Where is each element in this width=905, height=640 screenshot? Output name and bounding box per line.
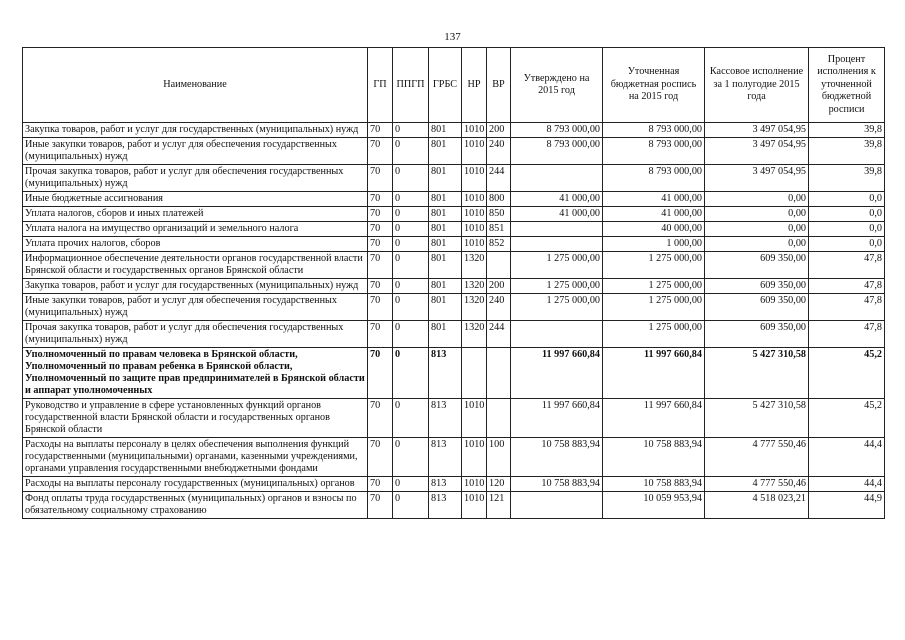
cell-grbs: 801	[429, 207, 462, 222]
cell-ppgp: 0	[393, 492, 429, 519]
cell-vr: 120	[487, 477, 511, 492]
cell-approved: 8 793 000,00	[511, 123, 603, 138]
header-approved: Утверждено на 2015 год	[511, 48, 603, 123]
cell-cash: 4 777 550,46	[705, 477, 809, 492]
cell-np: 1010	[462, 492, 487, 519]
cell-cash: 0,00	[705, 192, 809, 207]
cell-ppgp: 0	[393, 321, 429, 348]
cell-approved: 41 000,00	[511, 207, 603, 222]
cell-grbs: 813	[429, 477, 462, 492]
cell-approved: 1 275 000,00	[511, 294, 603, 321]
cell-approved: 1 275 000,00	[511, 252, 603, 279]
cell-gp: 70	[368, 123, 393, 138]
cell-grbs: 801	[429, 294, 462, 321]
cell-grbs: 813	[429, 399, 462, 438]
budget-table	[22, 47, 885, 519]
cell-vr: 800	[487, 192, 511, 207]
cell-percent: 47,8	[809, 294, 885, 321]
cell-ppgp: 0	[393, 123, 429, 138]
cell-np: 1010	[462, 207, 487, 222]
cell-vr: 100	[487, 438, 511, 477]
cell-grbs: 801	[429, 192, 462, 207]
table-row	[23, 438, 885, 477]
cell-name: Закупка товаров, работ и услуг для государственных (муниципальных) нужд	[23, 123, 368, 138]
cell-name: Уплата налога на имущество организаций и земельного налога	[23, 222, 368, 237]
cell-percent: 44,9	[809, 492, 885, 519]
table-row	[23, 348, 885, 399]
cell-vr: 852	[487, 237, 511, 252]
header-ppgp: ППГП	[393, 48, 429, 123]
cell-cash: 609 350,00	[705, 279, 809, 294]
cell-refined: 41 000,00	[603, 192, 705, 207]
cell-gp: 70	[368, 237, 393, 252]
table-header-row	[23, 48, 885, 123]
cell-np: 1320	[462, 294, 487, 321]
cell-ppgp: 0	[393, 237, 429, 252]
table-row	[23, 279, 885, 294]
cell-refined: 1 275 000,00	[603, 252, 705, 279]
cell-approved	[511, 237, 603, 252]
cell-cash: 3 497 054,95	[705, 165, 809, 192]
cell-ppgp: 0	[393, 252, 429, 279]
table-body	[23, 123, 885, 519]
cell-gp: 70	[368, 294, 393, 321]
cell-vr: 200	[487, 279, 511, 294]
cell-approved	[511, 492, 603, 519]
cell-name: Информационное обеспечение деятельности органов государственной власти Брянской области и государственных органов Брянской области	[23, 252, 368, 279]
table-row	[23, 165, 885, 192]
cell-gp: 70	[368, 165, 393, 192]
cell-gp: 70	[368, 192, 393, 207]
header-gp: ГП	[368, 48, 393, 123]
cell-ppgp: 0	[393, 348, 429, 399]
cell-gp: 70	[368, 279, 393, 294]
table-row	[23, 492, 885, 519]
cell-cash: 609 350,00	[705, 321, 809, 348]
cell-name: Уплата налогов, сборов и иных платежей	[23, 207, 368, 222]
cell-approved: 11 997 660,84	[511, 348, 603, 399]
cell-refined: 11 997 660,84	[603, 348, 705, 399]
cell-cash: 609 350,00	[705, 294, 809, 321]
cell-name: Прочая закупка товаров, работ и услуг для обеспечения государственных (муниципальных) нужд	[23, 165, 368, 192]
cell-name: Прочая закупка товаров, работ и услуг для обеспечения государственных (муниципальных) нужд	[23, 321, 368, 348]
cell-refined: 8 793 000,00	[603, 123, 705, 138]
cell-cash: 3 497 054,95	[705, 138, 809, 165]
cell-name: Иные закупки товаров, работ и услуг для обеспечения государственных (муниципальных) нужд	[23, 138, 368, 165]
header-refined: Уточненная бюджетная роспись на 2015 год	[603, 48, 705, 123]
cell-cash: 0,00	[705, 237, 809, 252]
cell-vr: 121	[487, 492, 511, 519]
cell-refined: 8 793 000,00	[603, 165, 705, 192]
cell-refined: 40 000,00	[603, 222, 705, 237]
cell-grbs: 813	[429, 348, 462, 399]
cell-np: 1010	[462, 237, 487, 252]
cell-percent: 45,2	[809, 348, 885, 399]
header-grbs: ГРБС	[429, 48, 462, 123]
cell-approved	[511, 165, 603, 192]
cell-ppgp: 0	[393, 279, 429, 294]
cell-cash: 3 497 054,95	[705, 123, 809, 138]
cell-ppgp: 0	[393, 438, 429, 477]
cell-percent: 39,8	[809, 138, 885, 165]
cell-grbs: 801	[429, 123, 462, 138]
cell-name: Уполномоченный по правам человека в Брянской области, Уполномоченный по правам ребенка в Брянской области, Уполномоченный по защите прав предпринимателей в Брянской области и аппарат уполномоченных	[23, 348, 368, 399]
cell-refined: 1 000,00	[603, 237, 705, 252]
cell-grbs: 801	[429, 138, 462, 165]
cell-percent: 39,8	[809, 165, 885, 192]
cell-grbs: 801	[429, 165, 462, 192]
cell-name: Фонд оплаты труда государственных (муниципальных) органов и взносы по обязательному социальному страхованию	[23, 492, 368, 519]
cell-percent: 0,0	[809, 192, 885, 207]
cell-np: 1010	[462, 477, 487, 492]
cell-refined: 41 000,00	[603, 207, 705, 222]
cell-ppgp: 0	[393, 294, 429, 321]
cell-gp: 70	[368, 138, 393, 165]
cell-name: Руководство и управление в сфере установленных функций органов государственной власти Брянской области и государственных органов Брянской области	[23, 399, 368, 438]
cell-approved	[511, 222, 603, 237]
cell-approved: 11 997 660,84	[511, 399, 603, 438]
cell-gp: 70	[368, 438, 393, 477]
cell-gp: 70	[368, 477, 393, 492]
header-np: НР	[462, 48, 487, 123]
cell-grbs: 801	[429, 222, 462, 237]
cell-percent: 44,4	[809, 438, 885, 477]
cell-vr: 200	[487, 123, 511, 138]
table-row	[23, 207, 885, 222]
cell-percent: 39,8	[809, 123, 885, 138]
cell-gp: 70	[368, 222, 393, 237]
cell-cash: 0,00	[705, 222, 809, 237]
cell-vr	[487, 252, 511, 279]
cell-approved: 1 275 000,00	[511, 279, 603, 294]
cell-cash: 5 427 310,58	[705, 348, 809, 399]
cell-ppgp: 0	[393, 165, 429, 192]
header-percent: Процент исполнения к уточненной бюджетной росписи	[809, 48, 885, 123]
cell-gp: 70	[368, 348, 393, 399]
cell-gp: 70	[368, 321, 393, 348]
cell-ppgp: 0	[393, 192, 429, 207]
cell-refined: 8 793 000,00	[603, 138, 705, 165]
cell-gp: 70	[368, 492, 393, 519]
table-row	[23, 222, 885, 237]
cell-vr: 240	[487, 138, 511, 165]
cell-percent: 47,8	[809, 321, 885, 348]
header-vr: ВР	[487, 48, 511, 123]
table-row	[23, 477, 885, 492]
cell-ppgp: 0	[393, 399, 429, 438]
cell-refined: 10 758 883,94	[603, 438, 705, 477]
cell-refined: 1 275 000,00	[603, 294, 705, 321]
table-row	[23, 192, 885, 207]
cell-np: 1010	[462, 165, 487, 192]
cell-refined: 1 275 000,00	[603, 321, 705, 348]
cell-percent: 47,8	[809, 279, 885, 294]
cell-approved: 10 758 883,94	[511, 438, 603, 477]
cell-grbs: 801	[429, 237, 462, 252]
cell-grbs: 813	[429, 492, 462, 519]
cell-refined: 10 758 883,94	[603, 477, 705, 492]
cell-ppgp: 0	[393, 222, 429, 237]
cell-cash: 4 777 550,46	[705, 438, 809, 477]
cell-approved: 10 758 883,94	[511, 477, 603, 492]
cell-grbs: 801	[429, 321, 462, 348]
header-cash: Кассовое исполнение за 1 полугодие 2015 года	[705, 48, 809, 123]
cell-np: 1010	[462, 138, 487, 165]
cell-name: Расходы на выплаты персоналу государственных (муниципальных) органов	[23, 477, 368, 492]
cell-ppgp: 0	[393, 138, 429, 165]
cell-percent: 0,0	[809, 222, 885, 237]
cell-approved	[511, 321, 603, 348]
cell-name: Уплата прочих налогов, сборов	[23, 237, 368, 252]
cell-refined: 1 275 000,00	[603, 279, 705, 294]
cell-ppgp: 0	[393, 477, 429, 492]
cell-cash: 609 350,00	[705, 252, 809, 279]
cell-cash: 5 427 310,58	[705, 399, 809, 438]
cell-np	[462, 348, 487, 399]
cell-cash: 4 518 023,21	[705, 492, 809, 519]
table-row	[23, 321, 885, 348]
cell-vr: 851	[487, 222, 511, 237]
cell-vr: 240	[487, 294, 511, 321]
cell-gp: 70	[368, 252, 393, 279]
cell-np: 1010	[462, 222, 487, 237]
table-row	[23, 138, 885, 165]
cell-name: Закупка товаров, работ и услуг для государственных (муниципальных) нужд	[23, 279, 368, 294]
cell-np: 1010	[462, 438, 487, 477]
cell-vr: 244	[487, 165, 511, 192]
cell-ppgp: 0	[393, 207, 429, 222]
cell-vr	[487, 348, 511, 399]
table-row	[23, 237, 885, 252]
cell-cash: 0,00	[705, 207, 809, 222]
cell-percent: 45,2	[809, 399, 885, 438]
cell-np: 1320	[462, 252, 487, 279]
cell-grbs: 813	[429, 438, 462, 477]
table-row	[23, 252, 885, 279]
cell-refined: 10 059 953,94	[603, 492, 705, 519]
cell-name: Расходы на выплаты персоналу в целях обеспечения выполнения функций государственными (муниципальными) органами, казенными учреждениями, органами управления государственными внебюджетными фондами	[23, 438, 368, 477]
table-row	[23, 399, 885, 438]
cell-refined: 11 997 660,84	[603, 399, 705, 438]
cell-percent: 0,0	[809, 207, 885, 222]
cell-name: Иные бюджетные ассигнования	[23, 192, 368, 207]
cell-name: Иные закупки товаров, работ и услуг для обеспечения государственных (муниципальных) нужд	[23, 294, 368, 321]
cell-np: 1320	[462, 321, 487, 348]
cell-np: 1320	[462, 279, 487, 294]
cell-grbs: 801	[429, 279, 462, 294]
cell-gp: 70	[368, 207, 393, 222]
cell-vr: 850	[487, 207, 511, 222]
table-row	[23, 123, 885, 138]
cell-percent: 44,4	[809, 477, 885, 492]
page-number: 137	[444, 31, 461, 43]
header-name: Наименование	[23, 48, 368, 123]
table-row	[23, 294, 885, 321]
cell-gp: 70	[368, 399, 393, 438]
cell-vr: 244	[487, 321, 511, 348]
cell-np: 1010	[462, 123, 487, 138]
cell-np: 1010	[462, 399, 487, 438]
cell-approved: 41 000,00	[511, 192, 603, 207]
cell-grbs: 801	[429, 252, 462, 279]
cell-percent: 0,0	[809, 237, 885, 252]
cell-vr	[487, 399, 511, 438]
cell-approved: 8 793 000,00	[511, 138, 603, 165]
cell-np: 1010	[462, 192, 487, 207]
cell-percent: 47,8	[809, 252, 885, 279]
